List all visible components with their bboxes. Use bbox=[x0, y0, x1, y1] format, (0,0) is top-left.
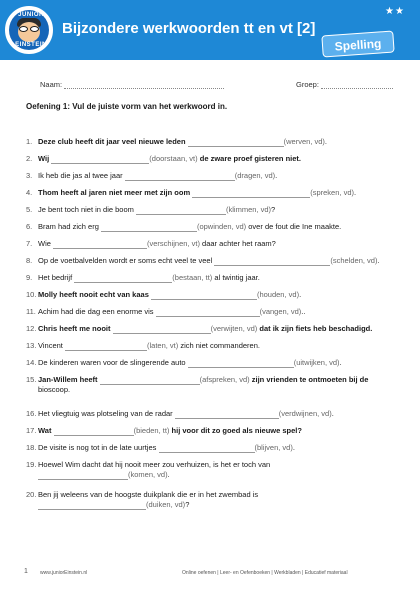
verb-hint: (verdwijnen, vd) bbox=[278, 409, 332, 418]
item-sentence-start: Wie bbox=[38, 239, 51, 248]
verb-hint: (klimmen, vd) bbox=[226, 205, 272, 214]
exercise-item bbox=[26, 154, 406, 164]
logo-badge bbox=[9, 10, 49, 50]
exercise-item bbox=[26, 188, 406, 198]
verb-hint: (uitwijken, vd) bbox=[293, 358, 340, 367]
footer-website-link[interactable]: www.juniorEinstein.nl bbox=[40, 570, 88, 576]
item-sentence-start: Ben jij weleens van de hoogste duikplank die er in het zwembad is bbox=[38, 490, 259, 499]
answer-blank[interactable] bbox=[101, 223, 197, 232]
item-sentence-end: zich niet commanderen. bbox=[180, 341, 260, 350]
exercise-item bbox=[26, 137, 406, 147]
verb-hint: (bieden, tt) bbox=[133, 426, 170, 435]
worksheet-header bbox=[0, 0, 420, 60]
item-sentence-start: Bram had zich erg bbox=[38, 222, 99, 231]
answer-blank[interactable] bbox=[54, 427, 134, 436]
group-line[interactable] bbox=[321, 80, 393, 89]
item-sentence-end: daar achter het raam? bbox=[202, 239, 276, 248]
item-number: 4. bbox=[26, 188, 33, 197]
verb-hint: (afspreken, vd) bbox=[199, 375, 250, 384]
answer-blank[interactable] bbox=[113, 325, 211, 334]
item-sentence-start: Jan-Willem heeft bbox=[38, 375, 98, 384]
name-label: Naam: bbox=[40, 80, 63, 89]
item-number: 20. bbox=[26, 490, 37, 499]
logo-text-top: JUNIOR bbox=[18, 12, 44, 18]
item-sentence-end: ? bbox=[271, 205, 276, 214]
item-number: 13. bbox=[26, 341, 37, 350]
item-sentence-start: Vincent bbox=[38, 341, 63, 350]
answer-blank[interactable] bbox=[74, 274, 172, 283]
exercise-item bbox=[26, 171, 406, 181]
item-sentence-start: Wij bbox=[38, 154, 50, 163]
logo-text-bottom: EINSTEIN bbox=[15, 42, 47, 48]
page-title: Bijzondere werkwoorden tt en vt [2] bbox=[62, 20, 316, 37]
name-field[interactable] bbox=[40, 80, 224, 89]
answer-blank[interactable] bbox=[65, 342, 147, 351]
item-sentence-end: zijn vrienden te ontmoeten bij de bbox=[251, 375, 369, 384]
answer-blank[interactable] bbox=[188, 359, 294, 368]
footer-links[interactable]: Online oefenen | Leer- en Oefenboeken | Werkbladen | Educatief materiaal bbox=[182, 570, 348, 576]
exercise-item bbox=[26, 239, 406, 249]
item-sentence-end: . bbox=[331, 409, 334, 418]
verb-hint: (opwinden, vd) bbox=[196, 222, 247, 231]
answer-blank[interactable] bbox=[136, 206, 226, 215]
exercise-item bbox=[26, 426, 406, 436]
answer-blank[interactable] bbox=[38, 501, 146, 510]
verb-hint: (doorstaan, vt) bbox=[149, 154, 198, 163]
answer-blank[interactable] bbox=[125, 172, 235, 181]
item-sentence-start: Wat bbox=[38, 426, 52, 435]
exercise-item bbox=[26, 358, 406, 368]
item-sentence-end: . bbox=[377, 256, 380, 265]
item-number: 14. bbox=[26, 358, 37, 367]
item-number: 9. bbox=[26, 273, 33, 282]
answer-blank[interactable] bbox=[100, 376, 200, 385]
verb-hint: (werven, vd) bbox=[283, 137, 325, 146]
item-sentence-start: Ik heb die jas al twee jaar bbox=[38, 171, 123, 180]
answer-blank[interactable] bbox=[159, 444, 255, 453]
exercise-item bbox=[26, 409, 406, 419]
item-number: 10. bbox=[26, 290, 37, 299]
group-label: Groep: bbox=[296, 80, 319, 89]
verb-hint: (komen, vd) bbox=[128, 470, 168, 479]
answer-blank[interactable] bbox=[38, 471, 128, 480]
verb-hint: (vangen, vd) bbox=[259, 307, 302, 316]
logo-glasses bbox=[17, 26, 41, 32]
answer-blank[interactable] bbox=[214, 257, 330, 266]
exercise-item bbox=[26, 205, 406, 215]
item-sentence-start: De visite is nog tot in de late uurtjes bbox=[38, 443, 157, 452]
item-number: 12. bbox=[26, 324, 37, 333]
answer-blank[interactable] bbox=[151, 291, 257, 300]
name-line[interactable] bbox=[64, 80, 224, 89]
item-sentence-start: Op de voetbalvelden wordt er soms echt veel te veel bbox=[38, 256, 213, 265]
item-sentence-end: . bbox=[339, 358, 342, 367]
exercise-item bbox=[26, 307, 406, 317]
item-sentence-end: . bbox=[354, 188, 357, 197]
item-sentence-start: Je bent toch niet in die boom bbox=[38, 205, 134, 214]
verb-hint: (duiken, vd) bbox=[146, 500, 186, 509]
item-number: 19. bbox=[26, 460, 37, 469]
answer-blank[interactable] bbox=[192, 189, 310, 198]
item-sentence-start: Deze club heeft dit jaar veel nieuwe leden bbox=[38, 137, 186, 146]
item-number: 17. bbox=[26, 426, 37, 435]
exercise-item bbox=[26, 222, 406, 232]
exercise-instruction: Oefening 1: Vul de juiste vorm van het werkwoord in. bbox=[26, 102, 228, 111]
verb-hint: (spreken, vd) bbox=[310, 188, 354, 197]
item-number: 2. bbox=[26, 154, 33, 163]
answer-blank[interactable] bbox=[156, 308, 260, 317]
item-sentence-end: .. bbox=[301, 307, 306, 316]
item-sentence-end: . bbox=[275, 171, 278, 180]
exercise-item bbox=[26, 324, 406, 334]
answer-blank[interactable] bbox=[188, 138, 284, 147]
item-sentence-start: Thom heeft al jaren niet meer met zijn oom bbox=[38, 188, 191, 197]
item-sentence-start: Hoewel Wim dacht dat hij nooit meer zou verhuizen, is het er toch van bbox=[38, 460, 271, 469]
item-sentence-continuation: bioscoop. bbox=[38, 385, 71, 394]
item-sentence-end: de zware proef gisteren niet. bbox=[199, 154, 302, 163]
item-sentence-start: Chris heeft me nooit bbox=[38, 324, 111, 333]
junior-einstein-logo[interactable] bbox=[5, 6, 53, 54]
exercise-item bbox=[26, 256, 406, 266]
exercise-item bbox=[26, 490, 406, 510]
item-number: 8. bbox=[26, 256, 33, 265]
verb-hint: (bestaan, tt) bbox=[172, 273, 213, 282]
exercise-item bbox=[26, 273, 406, 283]
item-sentence-end: ? bbox=[185, 500, 190, 509]
exercise-item bbox=[26, 375, 406, 395]
item-number: 6. bbox=[26, 222, 33, 231]
difficulty-stars-icon: ★★ bbox=[385, 6, 405, 17]
item-sentence-end: hij voor dit zo goed als nieuwe spel? bbox=[171, 426, 302, 435]
answer-blank[interactable] bbox=[53, 240, 147, 249]
item-sentence-start: Achim had die dag een enorme vis bbox=[38, 307, 154, 316]
item-number: 15. bbox=[26, 375, 37, 384]
item-sentence-start: Het bedrijf bbox=[38, 273, 73, 282]
item-number: 5. bbox=[26, 205, 33, 214]
item-sentence-start: Molly heeft nooit echt van kaas bbox=[38, 290, 149, 299]
item-number: 11. bbox=[26, 307, 36, 316]
exercise-item bbox=[26, 443, 406, 453]
item-sentence-end: . bbox=[167, 470, 170, 479]
verb-hint: (laten, vt) bbox=[146, 341, 179, 350]
item-sentence-end: dat ik zijn fiets heb beschadigd. bbox=[259, 324, 373, 333]
item-sentence-start: De kinderen waren voor de slingerende auto bbox=[38, 358, 186, 367]
subject-badge: Spelling bbox=[321, 31, 394, 58]
item-sentence-start: Het vliegtuig was plotseling van de radar bbox=[38, 409, 173, 418]
verb-hint: (houden, vd) bbox=[256, 290, 300, 299]
item-number: 7. bbox=[26, 239, 33, 248]
page-number: 1 bbox=[24, 568, 28, 575]
item-sentence-end: . bbox=[292, 443, 295, 452]
verb-hint: (verschijnen, vt) bbox=[147, 239, 200, 248]
item-number: 18. bbox=[26, 443, 37, 452]
item-sentence-end: . bbox=[324, 137, 327, 146]
item-sentence-end: . bbox=[299, 290, 302, 299]
verb-hint: (blijven, vd) bbox=[254, 443, 293, 452]
item-sentence-end: al twintig jaar. bbox=[214, 273, 260, 282]
verb-hint: (schelden, vd) bbox=[330, 256, 378, 265]
item-number: 1. bbox=[26, 137, 33, 146]
item-number: 3. bbox=[26, 171, 33, 180]
verb-hint: (verwijten, vd) bbox=[210, 324, 258, 333]
item-number: 16. bbox=[26, 409, 37, 418]
logo-face bbox=[18, 22, 40, 42]
exercise-item bbox=[26, 460, 406, 480]
exercise-item bbox=[26, 290, 406, 300]
answer-blank[interactable] bbox=[51, 155, 149, 164]
group-field[interactable] bbox=[296, 80, 393, 89]
answer-blank[interactable] bbox=[175, 410, 279, 419]
exercise-item bbox=[26, 341, 406, 351]
verb-hint: (dragen, vd) bbox=[234, 171, 276, 180]
item-sentence-end: over de fout die Ine maakte. bbox=[248, 222, 342, 231]
